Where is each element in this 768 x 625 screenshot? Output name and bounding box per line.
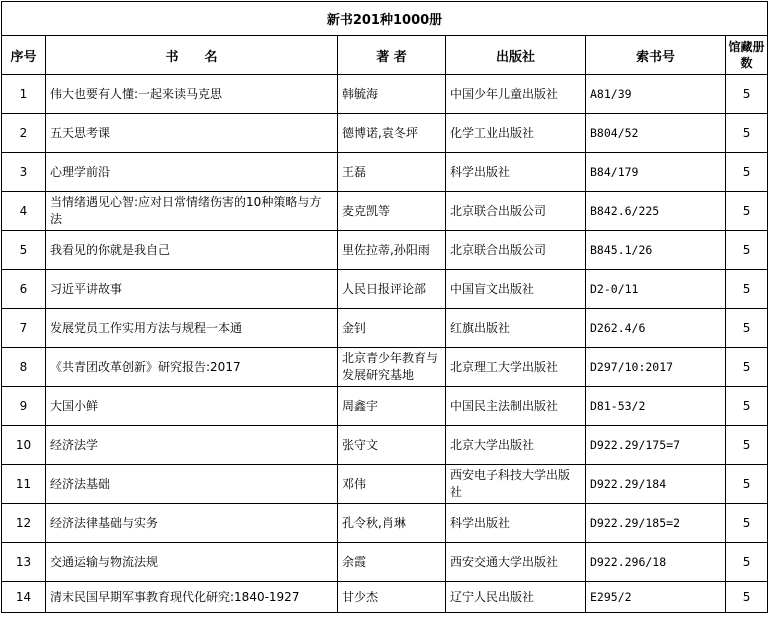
- cell-index: 9: [2, 387, 46, 426]
- cell-author: 人民日报评论部: [338, 270, 446, 309]
- cell-call-number: D922.296/18: [586, 543, 726, 582]
- cell-book: 我看见的你就是我自己: [46, 231, 338, 270]
- cell-author: 周鑫宇: [338, 387, 446, 426]
- cell-author: 王磊: [338, 153, 446, 192]
- cell-author: 韩毓海: [338, 75, 446, 114]
- cell-call-number: D81-53/2: [586, 387, 726, 426]
- cell-index: 1: [2, 75, 46, 114]
- cell-copies: 5: [726, 348, 768, 387]
- cell-call-number: D297/10:2017: [586, 348, 726, 387]
- table-row: [2, 231, 768, 270]
- cell-publisher: 中国少年儿童出版社: [446, 75, 586, 114]
- cell-copies: 5: [726, 465, 768, 504]
- cell-book: 交通运输与物流法规: [46, 543, 338, 582]
- table-title-row: [2, 2, 768, 36]
- cell-index: 7: [2, 309, 46, 348]
- cell-author: 甘少杰: [338, 582, 446, 613]
- cell-author: 孔令秋,肖琳: [338, 504, 446, 543]
- cell-publisher: 化学工业出版社: [446, 114, 586, 153]
- cell-publisher: 科学出版社: [446, 153, 586, 192]
- cell-index: 2: [2, 114, 46, 153]
- cell-copies: 5: [726, 426, 768, 465]
- cell-copies: 5: [726, 231, 768, 270]
- cell-index: 8: [2, 348, 46, 387]
- cell-copies: 5: [726, 309, 768, 348]
- table-row: [2, 387, 768, 426]
- cell-book: 经济法基础: [46, 465, 338, 504]
- cell-publisher: 北京理工大学出版社: [446, 348, 586, 387]
- table-row: [2, 348, 768, 387]
- table-row: [2, 582, 768, 613]
- cell-author: 余霞: [338, 543, 446, 582]
- cell-publisher: 科学出版社: [446, 504, 586, 543]
- table-row: [2, 504, 768, 543]
- table-row: [2, 543, 768, 582]
- cell-call-number: D922.29/185=2: [586, 504, 726, 543]
- cell-publisher: 红旗出版社: [446, 309, 586, 348]
- cell-index: 12: [2, 504, 46, 543]
- cell-author: 德博诺,袁冬坪: [338, 114, 446, 153]
- cell-copies: 5: [726, 75, 768, 114]
- book-list-table: [1, 1, 768, 613]
- cell-copies: 5: [726, 114, 768, 153]
- table-row: [2, 309, 768, 348]
- header-copies: 馆藏册数: [726, 36, 768, 75]
- header-author: 著 者: [338, 36, 446, 75]
- cell-book: 《共青团改革创新》研究报告:2017: [46, 348, 338, 387]
- cell-call-number: A81/39: [586, 75, 726, 114]
- cell-copies: 5: [726, 387, 768, 426]
- cell-book: 清末民国早期军事教育现代化研究:1840-1927: [46, 582, 338, 613]
- cell-publisher: 西安电子科技大学出版社: [446, 465, 586, 504]
- cell-call-number: D262.4/6: [586, 309, 726, 348]
- cell-book: 习近平讲故事: [46, 270, 338, 309]
- cell-publisher: 北京大学出版社: [446, 426, 586, 465]
- table-row: [2, 270, 768, 309]
- table-row: [2, 153, 768, 192]
- cell-call-number: B804/52: [586, 114, 726, 153]
- table-title: 新书201种1000册: [2, 2, 768, 36]
- cell-copies: 5: [726, 192, 768, 231]
- cell-copies: 5: [726, 543, 768, 582]
- cell-call-number: D2-0/11: [586, 270, 726, 309]
- cell-call-number: B84/179: [586, 153, 726, 192]
- cell-index: 13: [2, 543, 46, 582]
- cell-book: 当情绪遇见心智:应对日常情绪伤害的10种策略与方法: [46, 192, 338, 231]
- cell-book: 经济法学: [46, 426, 338, 465]
- cell-call-number: B845.1/26: [586, 231, 726, 270]
- cell-publisher: 北京联合出版公司: [446, 231, 586, 270]
- header-book: 书 名: [46, 36, 338, 75]
- cell-copies: 5: [726, 504, 768, 543]
- cell-author: 北京青少年教育与发展研究基地: [338, 348, 446, 387]
- cell-copies: 5: [726, 582, 768, 613]
- table-row: [2, 465, 768, 504]
- table-row: [2, 114, 768, 153]
- header-index: 序号: [2, 36, 46, 75]
- cell-publisher: 北京联合出版公司: [446, 192, 586, 231]
- cell-call-number: E295/2: [586, 582, 726, 613]
- cell-index: 14: [2, 582, 46, 613]
- table-header-row: [2, 36, 768, 75]
- table-row: [2, 75, 768, 114]
- table-row: [2, 426, 768, 465]
- cell-author: 张守文: [338, 426, 446, 465]
- cell-index: 10: [2, 426, 46, 465]
- cell-book: 发展党员工作实用方法与规程一本通: [46, 309, 338, 348]
- cell-index: 3: [2, 153, 46, 192]
- cell-publisher: 西安交通大学出版社: [446, 543, 586, 582]
- cell-author: 麦克凯等: [338, 192, 446, 231]
- cell-book: 大国小鲜: [46, 387, 338, 426]
- header-call-number: 索书号: [586, 36, 726, 75]
- cell-publisher: 辽宁人民出版社: [446, 582, 586, 613]
- cell-book: 心理学前沿: [46, 153, 338, 192]
- cell-publisher: 中国民主法制出版社: [446, 387, 586, 426]
- cell-call-number: D922.29/175=7: [586, 426, 726, 465]
- cell-copies: 5: [726, 270, 768, 309]
- cell-book: 五天思考课: [46, 114, 338, 153]
- table-row: [2, 192, 768, 231]
- header-publisher: 出版社: [446, 36, 586, 75]
- cell-copies: 5: [726, 153, 768, 192]
- cell-book: 伟大也要有人懂:一起来读马克思: [46, 75, 338, 114]
- cell-call-number: B842.6/225: [586, 192, 726, 231]
- cell-index: 4: [2, 192, 46, 231]
- cell-publisher: 中国盲文出版社: [446, 270, 586, 309]
- cell-index: 6: [2, 270, 46, 309]
- cell-index: 5: [2, 231, 46, 270]
- cell-index: 11: [2, 465, 46, 504]
- cell-call-number: D922.29/184: [586, 465, 726, 504]
- cell-author: 金钊: [338, 309, 446, 348]
- cell-author: 邓伟: [338, 465, 446, 504]
- cell-author: 里佐拉蒂,孙阳雨: [338, 231, 446, 270]
- cell-book: 经济法律基础与实务: [46, 504, 338, 543]
